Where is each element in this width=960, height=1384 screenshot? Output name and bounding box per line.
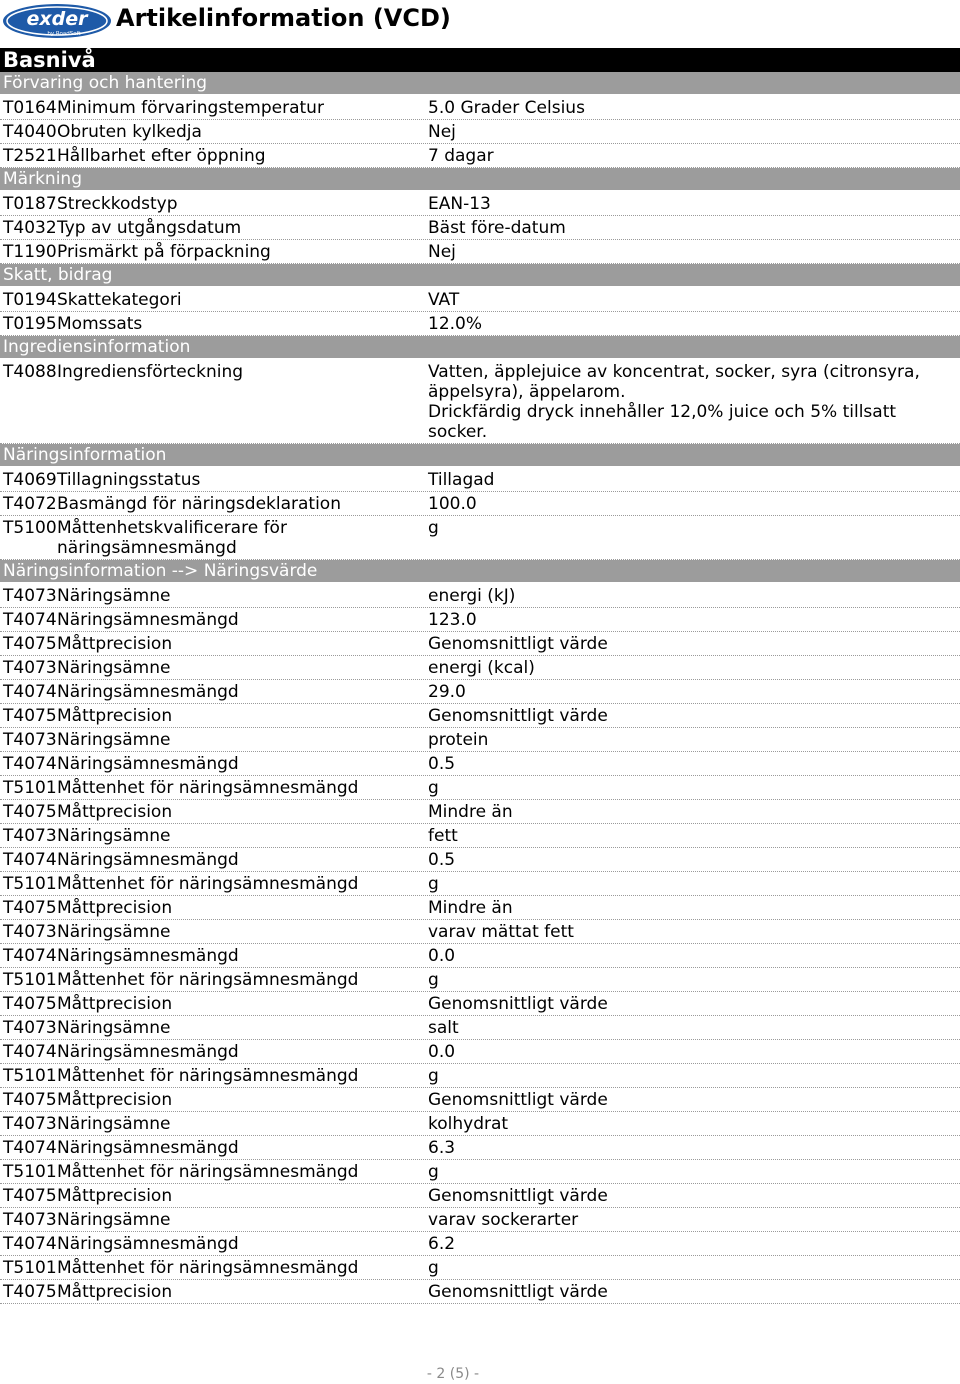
- field-label: Måttprecision: [57, 706, 173, 726]
- table-row: [0, 240, 960, 264]
- field-value: g: [428, 518, 439, 538]
- field-code: T5100: [3, 518, 57, 538]
- field-label: Måttenhetskvalificerare för näringsämnesmängd: [57, 518, 287, 558]
- table-row: [0, 1136, 960, 1160]
- section-header: Näringsinformation --> Näringsvärde: [0, 560, 960, 582]
- field-value: 6.3: [428, 1138, 456, 1158]
- table-row: [0, 824, 960, 848]
- table-row: [0, 144, 960, 168]
- field-label: Måttprecision: [57, 994, 173, 1014]
- page-header: [0, 0, 960, 46]
- field-code: T4075: [3, 634, 57, 654]
- table-row: [0, 584, 960, 608]
- field-value: 12.0%: [428, 314, 483, 334]
- field-code: T4073: [3, 1114, 57, 1134]
- field-value: 123.0: [428, 610, 477, 630]
- section-header: Förvaring och hantering: [0, 72, 960, 94]
- field-label: Näringsämne: [57, 922, 171, 942]
- field-label: Näringsämnesmängd: [57, 1042, 239, 1062]
- table-row: [0, 216, 960, 240]
- table-row: [0, 872, 960, 896]
- field-label: Ingrediensförteckning: [57, 362, 244, 382]
- section-header: Märkning: [0, 168, 960, 190]
- field-code: T4040: [3, 122, 57, 142]
- table-row: [0, 288, 960, 312]
- field-value: 7 dagar: [428, 146, 494, 166]
- field-label: Näringsämnesmängd: [57, 946, 239, 966]
- field-value: g: [428, 1258, 439, 1278]
- field-value: varav sockerarter: [428, 1210, 579, 1230]
- field-value: Tillagad: [428, 470, 495, 490]
- table-row: [0, 896, 960, 920]
- field-code: T0194: [3, 290, 57, 310]
- field-value: fett: [428, 826, 458, 846]
- table-row: [0, 468, 960, 492]
- field-value: g: [428, 778, 439, 798]
- table-row: [0, 704, 960, 728]
- table-row: [0, 632, 960, 656]
- table-row: [0, 728, 960, 752]
- field-code: T4073: [3, 586, 57, 606]
- field-code: T4074: [3, 1234, 57, 1254]
- table-row: [0, 192, 960, 216]
- field-value: Genomsnittligt värde: [428, 1090, 608, 1110]
- section-header: Skatt, bidrag: [0, 264, 960, 286]
- table-row: [0, 920, 960, 944]
- field-code: T0195: [3, 314, 57, 334]
- field-code: T4073: [3, 730, 57, 750]
- table-row: [0, 992, 960, 1016]
- field-value: energi (kcal): [428, 658, 535, 678]
- field-label: Måttenhet för näringsämnesmängd: [57, 970, 359, 990]
- field-label: Näringsämne: [57, 658, 171, 678]
- page-title: Artikelinformation (VCD): [116, 4, 451, 32]
- field-code: T4074: [3, 850, 57, 870]
- field-value: 5.0 Grader Celsius: [428, 98, 585, 118]
- field-label: Måttprecision: [57, 1186, 173, 1206]
- field-code: T1190: [3, 242, 57, 262]
- field-value: 0.5: [428, 754, 456, 774]
- field-label: Näringsämnesmängd: [57, 682, 239, 702]
- field-code: T4073: [3, 1018, 57, 1038]
- field-value: varav mättat fett: [428, 922, 574, 942]
- field-value: 0.0: [428, 1042, 456, 1062]
- field-value: 29.0: [428, 682, 466, 702]
- logo-subtext: by RoadSoft: [47, 31, 81, 37]
- field-code: T4075: [3, 898, 57, 918]
- section-header: Näringsinformation: [0, 444, 960, 466]
- field-label: Måttenhet för näringsämnesmängd: [57, 1066, 359, 1086]
- field-code: T5101: [3, 1258, 57, 1278]
- field-label: Näringsämne: [57, 586, 171, 606]
- field-label: Måttprecision: [57, 802, 173, 822]
- field-value: kolhydrat: [428, 1114, 509, 1134]
- field-label: Momssats: [57, 314, 143, 334]
- table-row: [0, 1208, 960, 1232]
- table-row: [0, 1184, 960, 1208]
- field-code: T2521: [3, 146, 57, 166]
- exder-logo: [2, 3, 112, 39]
- field-label: Näringsämne: [57, 1114, 171, 1134]
- field-value: 0.0: [428, 946, 456, 966]
- field-value: Genomsnittligt värde: [428, 1282, 608, 1302]
- field-code: T4075: [3, 994, 57, 1014]
- table-row: [0, 1088, 960, 1112]
- table-row: [0, 656, 960, 680]
- field-value: g: [428, 970, 439, 990]
- table-row: [0, 968, 960, 992]
- table-row: [0, 608, 960, 632]
- field-code: T5101: [3, 874, 57, 894]
- field-code: T4074: [3, 754, 57, 774]
- field-code: T4075: [3, 1186, 57, 1206]
- field-label: Näringsämnesmängd: [57, 610, 239, 630]
- field-value: VAT: [428, 290, 460, 310]
- field-value: salt: [428, 1018, 459, 1038]
- field-value: g: [428, 874, 439, 894]
- field-value: g: [428, 1162, 439, 1182]
- field-value: Nej: [428, 242, 456, 262]
- field-label: Hållbarhet efter öppning: [57, 146, 266, 166]
- field-value: 100.0: [428, 494, 477, 514]
- table-row: [0, 492, 960, 516]
- field-label: Prismärkt på förpackning: [57, 242, 271, 262]
- table-row: [0, 516, 960, 560]
- field-label: Måttenhet för näringsämnesmängd: [57, 778, 359, 798]
- field-label: Basmängd för näringsdeklaration: [57, 494, 341, 514]
- field-label: Näringsämnesmängd: [57, 850, 239, 870]
- table-row: [0, 312, 960, 336]
- field-code: T4073: [3, 1210, 57, 1230]
- table-row: [0, 752, 960, 776]
- field-code: T4074: [3, 946, 57, 966]
- field-value: protein: [428, 730, 489, 750]
- field-code: T4072: [3, 494, 57, 514]
- table-row: [0, 1232, 960, 1256]
- field-label: Måttprecision: [57, 634, 173, 654]
- field-label: Obruten kylkedja: [57, 122, 202, 142]
- table-row: [0, 1160, 960, 1184]
- field-code: T4073: [3, 658, 57, 678]
- field-value: 6.2: [428, 1234, 456, 1254]
- field-value: Nej: [428, 122, 456, 142]
- field-code: T4032: [3, 218, 57, 238]
- field-value: Genomsnittligt värde: [428, 994, 608, 1014]
- field-value: Genomsnittligt värde: [428, 1186, 608, 1206]
- field-value: Genomsnittligt värde: [428, 634, 608, 654]
- field-code: T0187: [3, 194, 57, 214]
- field-code: T4075: [3, 1090, 57, 1110]
- field-code: T5101: [3, 1162, 57, 1182]
- field-code: T5101: [3, 970, 57, 990]
- field-value: 0.5: [428, 850, 456, 870]
- field-code: T5101: [3, 1066, 57, 1086]
- table-row: [0, 776, 960, 800]
- field-code: T4074: [3, 610, 57, 630]
- field-code: T4075: [3, 1282, 57, 1302]
- table-row: [0, 120, 960, 144]
- table-row: [0, 1280, 960, 1304]
- field-label: Måttprecision: [57, 1282, 173, 1302]
- table-row: [0, 1256, 960, 1280]
- field-code: T4074: [3, 1042, 57, 1062]
- field-value: Mindre än: [428, 898, 513, 918]
- field-label: Näringsämne: [57, 1018, 171, 1038]
- table-row: [0, 360, 960, 444]
- field-label: Näringsämnesmängd: [57, 1138, 239, 1158]
- field-label: Tillagningsstatus: [57, 470, 201, 490]
- field-label: Skattekategori: [57, 290, 182, 310]
- field-value: EAN-13: [428, 194, 491, 214]
- field-label: Måttenhet för näringsämnesmängd: [57, 1258, 359, 1278]
- section-header: Ingrediensinformation: [0, 336, 960, 358]
- field-code: T4073: [3, 826, 57, 846]
- field-code: T4088: [3, 362, 57, 382]
- level-bar: Basnivå: [0, 48, 960, 72]
- table-row: [0, 1064, 960, 1088]
- page-number: - 2 (5) -: [426, 1366, 480, 1382]
- field-label: Näringsämnesmängd: [57, 754, 239, 774]
- field-label: Näringsämne: [57, 826, 171, 846]
- field-value: energi (kJ): [428, 586, 516, 606]
- field-code: T5101: [3, 778, 57, 798]
- field-label: Måttenhet för näringsämnesmängd: [57, 1162, 359, 1182]
- field-value: Genomsnittligt värde: [428, 706, 608, 726]
- table-row: [0, 848, 960, 872]
- logo-text: exder: [26, 8, 88, 30]
- field-value: Vatten, äpplejuice av koncentrat, socker, syra (citronsyra, äppelsyra), äppelarom. Drickfärdig dryck innehåller 12,0% juice och 5% tillsatt socker.: [428, 362, 920, 442]
- field-value: g: [428, 1066, 439, 1086]
- table-row: [0, 944, 960, 968]
- table-row: [0, 96, 960, 120]
- table-row: [0, 1112, 960, 1136]
- field-code: T0164: [3, 98, 57, 118]
- field-code: T4075: [3, 706, 57, 726]
- table-row: [0, 1040, 960, 1064]
- field-label: Måttenhet för näringsämnesmängd: [57, 874, 359, 894]
- field-code: T4074: [3, 1138, 57, 1158]
- field-label: Näringsämne: [57, 1210, 171, 1230]
- field-code: T4075: [3, 802, 57, 822]
- field-label: Streckkodstyp: [57, 194, 178, 214]
- field-value: Mindre än: [428, 802, 513, 822]
- field-label: Typ av utgångsdatum: [57, 218, 242, 238]
- field-code: T4069: [3, 470, 57, 490]
- field-label: Måttprecision: [57, 1090, 173, 1110]
- field-label: Näringsämnesmängd: [57, 1234, 239, 1254]
- field-label: Minimum förvaringstemperatur: [57, 98, 324, 118]
- field-label: Näringsämne: [57, 730, 171, 750]
- field-code: T4073: [3, 922, 57, 942]
- field-code: T4074: [3, 682, 57, 702]
- table-row: [0, 1016, 960, 1040]
- field-label: Måttprecision: [57, 898, 173, 918]
- table-row: [0, 680, 960, 704]
- field-value: Bäst före-datum: [428, 218, 566, 238]
- table-row: [0, 800, 960, 824]
